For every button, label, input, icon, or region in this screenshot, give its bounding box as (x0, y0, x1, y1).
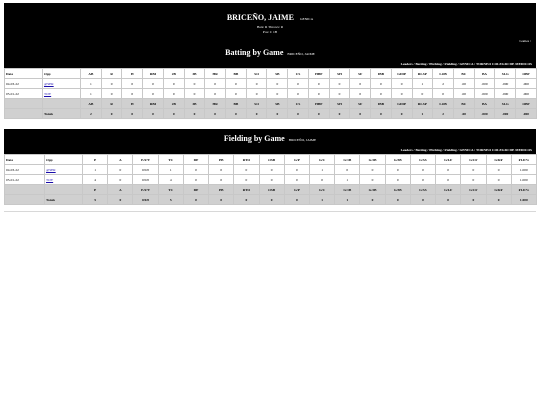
fielding-table (4, 154, 537, 205)
totals-cell: .000 (516, 109, 537, 119)
totals-cell: 1 (309, 195, 334, 205)
totals-cell: 0 (436, 195, 461, 205)
column-header: Date (5, 69, 43, 79)
totals-label: Totals (45, 195, 83, 205)
stat-cell: 0 (143, 79, 164, 89)
totals-cell: .000 (495, 109, 516, 119)
stat-cell: .000 (516, 89, 537, 99)
totals-cell: 5 (158, 195, 183, 205)
batting-table (4, 68, 537, 119)
stat-cell: 0 (371, 89, 392, 99)
footer-column-header: LOB (433, 99, 454, 109)
footer-column-header (45, 185, 83, 195)
column-header: AB (81, 69, 102, 79)
totals-cell: 0 (267, 109, 288, 119)
player-position: Pos: C 1B (262, 30, 278, 34)
stat-cell: 1 (81, 79, 102, 89)
opponent-link[interactable]: TOY (44, 91, 52, 96)
table-row (5, 175, 537, 185)
nav-separator: / (426, 62, 430, 66)
stat-cell: 0 (205, 89, 226, 99)
nav-team-link[interactable]: GENICA (459, 148, 474, 152)
column-header: OBP (516, 69, 537, 79)
stat-cell: 0 (234, 175, 259, 185)
nav-separator: / (456, 62, 460, 66)
stat-cell: 0 (288, 79, 309, 89)
batting-title: Batting by Game (225, 48, 284, 57)
footer-column-header: H (122, 99, 143, 109)
opponent-link[interactable]: @SER (44, 81, 54, 86)
nav-separator: / (426, 148, 430, 152)
footer-column-header: G/CF (461, 185, 486, 195)
footer-column-header: G/LF (436, 185, 461, 195)
games-row (4, 35, 536, 45)
nav-separator: / (473, 62, 476, 66)
batting-nav (4, 61, 536, 68)
stat-cell: 0 (246, 79, 267, 89)
column-header: G/C (309, 155, 334, 165)
totals-cell: 5 (83, 195, 108, 205)
stat-cell: 0 (288, 89, 309, 99)
footer-column-header: SB (267, 99, 288, 109)
totals-cell: .000 (474, 109, 495, 119)
column-header: G/LF (436, 155, 461, 165)
stat-cell: 0 (412, 89, 433, 99)
stat-cell: 0 (335, 165, 360, 175)
fielding-header-block (4, 129, 536, 154)
nav-fielding-link[interactable]: Fielding (444, 62, 457, 66)
fielding-section-title (4, 129, 536, 147)
stat-cell: 0 (122, 79, 143, 89)
stat-cell: .00 (453, 79, 474, 89)
footer-column-header: G/SS (410, 185, 435, 195)
stat-cell: 0 (385, 175, 410, 185)
footer-column-header: E/F/T (133, 185, 158, 195)
nav-pitching-link[interactable]: Pitching (429, 62, 442, 66)
footer-column-header: A (108, 185, 133, 195)
column-header: LOB (433, 69, 454, 79)
stat-cell: 0 (246, 89, 267, 99)
nav-fielding-link[interactable]: Fielding (444, 148, 457, 152)
stat-cell: 2 (433, 79, 454, 89)
stat-cell: 0 (385, 165, 410, 175)
stat-cell: 0 (461, 165, 486, 175)
totals-cell: 0 (108, 195, 133, 205)
column-header: H (122, 69, 143, 79)
stat-cell: 0 (209, 165, 234, 175)
stat-cell: 0 (436, 165, 461, 175)
stat-cell: 0 (461, 175, 486, 185)
footer-column-header: R (101, 99, 122, 109)
stat-cell: 0 (267, 89, 288, 99)
column-header: CS (288, 69, 309, 79)
table-row (5, 79, 537, 89)
stat-cell: 0 (184, 79, 205, 89)
totals-cell: 0 (209, 195, 234, 205)
totals-cell: 0 (391, 109, 412, 119)
totals-cell: 0 (143, 109, 164, 119)
totals-cell: 0 (288, 109, 309, 119)
stat-cell: 0 (163, 79, 184, 89)
batting-totals-row (5, 109, 537, 119)
footer-column-header: SLG (495, 99, 516, 109)
stat-cell: 0 (143, 89, 164, 99)
column-header: 3B (184, 69, 205, 79)
column-header: P (83, 155, 108, 165)
game-date: 04-03-22 (5, 165, 45, 175)
totals-cell: 0 (360, 195, 385, 205)
totals-cell: 0 (183, 195, 208, 205)
totals-label: Totals (43, 109, 81, 119)
batting-footer-header-row (5, 99, 537, 109)
totals-cell: 2 (433, 109, 454, 119)
column-header: BC (453, 69, 474, 79)
opponent-cell (43, 89, 81, 99)
footer-column-header: DP (183, 185, 208, 195)
footer-column-header: RBI (143, 99, 164, 109)
totals-cell: 0 (234, 195, 259, 205)
totals-cell: 0 (350, 109, 371, 119)
column-header: SLG (495, 69, 516, 79)
totals-cell: 0 (371, 109, 392, 119)
stat-cell: 1.000 (511, 175, 536, 185)
column-header: G/3B (385, 155, 410, 165)
totals-cell: 0 (226, 109, 247, 119)
totals-cell: 0 (486, 195, 511, 205)
nav-batting-link[interactable]: Batting (415, 148, 427, 152)
stat-cell: 1.000 (511, 165, 536, 175)
column-header: SB (267, 69, 288, 79)
table-row (5, 165, 537, 175)
stat-cell: 0 (360, 175, 385, 185)
stat-cell: 0 (486, 165, 511, 175)
stat-cell: 0/0/0 (133, 165, 158, 175)
footer-column-header: CS (288, 99, 309, 109)
stat-cell: 0 (226, 89, 247, 99)
footer-column-header: SF (350, 99, 371, 109)
stat-cell: 0 (163, 89, 184, 99)
totals-cell: 1 (335, 195, 360, 205)
totals-cell: 0 (329, 109, 350, 119)
footer-column-header: 3B (184, 99, 205, 109)
fielding-header-row (5, 155, 537, 165)
stat-cell: 4 (83, 175, 108, 185)
footer-column-header: P (83, 185, 108, 195)
page-divider (4, 211, 536, 212)
column-header: DP (183, 155, 208, 165)
nav-team-link[interactable]: GENICA (459, 62, 474, 66)
column-header: RTO (234, 155, 259, 165)
stat-cell: 0 (486, 175, 511, 185)
stat-cell: .00 (453, 89, 474, 99)
stat-cell: 0 (284, 165, 309, 175)
stat-cell: 0 (350, 79, 371, 89)
stat-cell: 0 (108, 165, 133, 175)
footer-column-header: G/3B (385, 185, 410, 195)
footer-column-header: OSB (259, 185, 284, 195)
column-header: HBP (308, 69, 329, 79)
totals-cell: 0 (101, 109, 122, 119)
totals-cell: 0 (410, 195, 435, 205)
nav-separator: / (412, 148, 416, 152)
footer-column-header: SH (329, 99, 350, 109)
column-header: IBB (371, 69, 392, 79)
totals-cell: 1.000 (511, 195, 536, 205)
column-header: G/CF (461, 155, 486, 165)
footer-column-header: BA (474, 99, 495, 109)
player-header-block (4, 3, 536, 68)
column-header: G/2B (360, 155, 385, 165)
player-team: GENICA (299, 17, 314, 21)
column-header: Opp (43, 69, 81, 79)
footer-column-header: RTO (234, 185, 259, 195)
footer-column-header: G/2B (360, 185, 385, 195)
totals-blank (5, 109, 43, 119)
column-header: A (108, 155, 133, 165)
stat-cell: 1 (158, 165, 183, 175)
column-header: RLSP (412, 69, 433, 79)
column-header: HR (205, 69, 226, 79)
footer-column-header: GIDP (391, 99, 412, 109)
opponent-cell (43, 79, 81, 89)
column-header: G/1B (335, 155, 360, 165)
totals-cell: 0/0/0 (133, 195, 158, 205)
stat-cell: .000 (474, 79, 495, 89)
table-row (5, 89, 537, 99)
column-header: Date (5, 155, 45, 165)
games-link[interactable]: Games / (519, 39, 531, 43)
footer-column-header: HBP (308, 99, 329, 109)
footer-column-header: 2B (163, 99, 184, 109)
footer-column-header: SO (246, 99, 267, 109)
stat-cell: 0 (284, 175, 309, 185)
footer-column-header (5, 185, 45, 195)
stat-cell: 0 (436, 175, 461, 185)
stat-cell: 0 (226, 79, 247, 89)
opponent-cell (45, 165, 83, 175)
opponent-link[interactable]: TOY (46, 177, 54, 182)
footer-column-header: G/P (284, 185, 309, 195)
column-header: OSB (259, 155, 284, 165)
stat-cell: 0 (350, 89, 371, 99)
footer-column-header: G/RF (486, 185, 511, 195)
footer-column-header: IBB (371, 99, 392, 109)
column-header: BA (474, 69, 495, 79)
game-date: 05-01-22 (5, 89, 43, 99)
stat-cell: 0 (410, 165, 435, 175)
column-header: G/SS (410, 155, 435, 165)
nav-pitching-link[interactable]: Pitching (429, 148, 442, 152)
fielding-footer-header-row (5, 185, 537, 195)
nav-separator: / (412, 62, 416, 66)
column-header: G/P (284, 155, 309, 165)
column-header: RBI (143, 69, 164, 79)
stat-cell: 4 (158, 175, 183, 185)
column-header: 2B (163, 69, 184, 79)
stat-cell: 0 (410, 175, 435, 185)
player-name: BRICEÑO, JAIME (226, 13, 294, 22)
totals-cell: 0 (259, 195, 284, 205)
nav-league-link[interactable]: TORNEO COLEGIO DE MEDICOS (475, 62, 532, 66)
nav-separator: / (456, 148, 460, 152)
stat-cell: 0 (108, 175, 133, 185)
player-header (4, 3, 536, 35)
game-date: 04-03-22 (5, 79, 43, 89)
stat-cell: 1 (309, 165, 334, 175)
stat-cell: 0 (329, 79, 350, 89)
stat-cell: 0 (122, 89, 143, 99)
stat-cell: 0 (308, 79, 329, 89)
totals-cell: .00 (453, 109, 474, 119)
stat-cell: 1 (81, 89, 102, 99)
stat-cell: .000 (516, 79, 537, 89)
column-header: BB (226, 69, 247, 79)
totals-cell: 0 (184, 109, 205, 119)
stat-cell: 0 (183, 175, 208, 185)
stat-cell: 0 (205, 79, 226, 89)
footer-column-header: FLD% (511, 185, 536, 195)
fielding-subtitle: BRICEÑO, JAIME (288, 138, 317, 142)
stat-cell: 0 (360, 165, 385, 175)
column-header: E/F/T (133, 155, 158, 165)
stat-cell: 0 (391, 79, 412, 89)
opponent-link[interactable]: @SER (46, 167, 56, 172)
stat-cell: 0 (259, 175, 284, 185)
column-header: TC (158, 155, 183, 165)
stat-cell: .000 (495, 89, 516, 99)
stat-cell: 1 (412, 79, 433, 89)
nav-leaders-link[interactable]: Leaders (400, 148, 413, 152)
column-header: G/RF (486, 155, 511, 165)
game-date: 05-01-22 (5, 175, 45, 185)
totals-cell: 0 (461, 195, 486, 205)
totals-cell: 0 (284, 195, 309, 205)
footer-column-header: HR (205, 99, 226, 109)
batting-header-row (5, 69, 537, 79)
totals-cell: 0 (308, 109, 329, 119)
totals-cell: 0 (385, 195, 410, 205)
totals-cell: 0 (246, 109, 267, 119)
footer-column-header (43, 99, 81, 109)
stat-cell: 0 (309, 175, 334, 185)
column-header: R (101, 69, 122, 79)
fielding-nav (4, 147, 536, 154)
stat-cell: 0 (209, 175, 234, 185)
nav-leaders-link[interactable]: Leaders (400, 62, 413, 66)
stat-cell: 0 (234, 165, 259, 175)
totals-cell: 0 (205, 109, 226, 119)
column-header: SF (350, 69, 371, 79)
totals-cell: 0 (163, 109, 184, 119)
totals-cell: 2 (81, 109, 102, 119)
column-header: Opp (45, 155, 83, 165)
nav-separator: / (441, 148, 445, 152)
stat-cell: 0 (267, 79, 288, 89)
column-header: SO (246, 69, 267, 79)
footer-column-header: OBP (516, 99, 537, 109)
nav-separator: / (441, 62, 445, 66)
fielding-title: Fielding by Game (223, 134, 285, 143)
stat-cell: 0 (329, 89, 350, 99)
stat-cell: 0 (101, 79, 122, 89)
footer-column-header: BC (453, 99, 474, 109)
totals-cell: 1 (412, 109, 433, 119)
stat-cell: 0 (101, 89, 122, 99)
stat-cell: 0 (184, 89, 205, 99)
stat-cell: 0/0/0 (133, 175, 158, 185)
footer-column-header: PB (209, 185, 234, 195)
column-header: PB (209, 155, 234, 165)
totals-blank (5, 195, 45, 205)
stat-cell: 0 (183, 165, 208, 175)
nav-separator: / (473, 148, 476, 152)
batting-subtitle: BRICEÑO, JAIME (287, 52, 315, 56)
batting-section-title (4, 45, 536, 61)
footer-column-header: BB (226, 99, 247, 109)
footer-column-header (5, 99, 43, 109)
stat-cell: 0 (371, 79, 392, 89)
stat-cell: 0 (391, 89, 412, 99)
fielding-totals-row (5, 195, 537, 205)
stat-cell: .000 (495, 79, 516, 89)
column-header: FLD% (511, 155, 536, 165)
footer-column-header: RLSP (412, 99, 433, 109)
footer-column-header: AB (81, 99, 102, 109)
column-header: GIDP (391, 69, 412, 79)
stat-cell: 1 (335, 175, 360, 185)
totals-cell: 0 (122, 109, 143, 119)
stat-cell: 0 (433, 89, 454, 99)
stat-cell: 0 (259, 165, 284, 175)
nav-batting-link[interactable]: Batting (415, 62, 427, 66)
opponent-cell (45, 175, 83, 185)
footer-column-header: G/C (309, 185, 334, 195)
nav-league-link[interactable]: TORNEO COLEGIO DE MEDICOS (475, 148, 532, 152)
footer-column-header: G/1B (335, 185, 360, 195)
column-header: SH (329, 69, 350, 79)
stat-cell: 1 (83, 165, 108, 175)
stat-cell: .000 (474, 89, 495, 99)
player-bats-throws: Bats: R Throws: R (256, 25, 284, 29)
footer-column-header: TC (158, 185, 183, 195)
stat-cell: 0 (308, 89, 329, 99)
